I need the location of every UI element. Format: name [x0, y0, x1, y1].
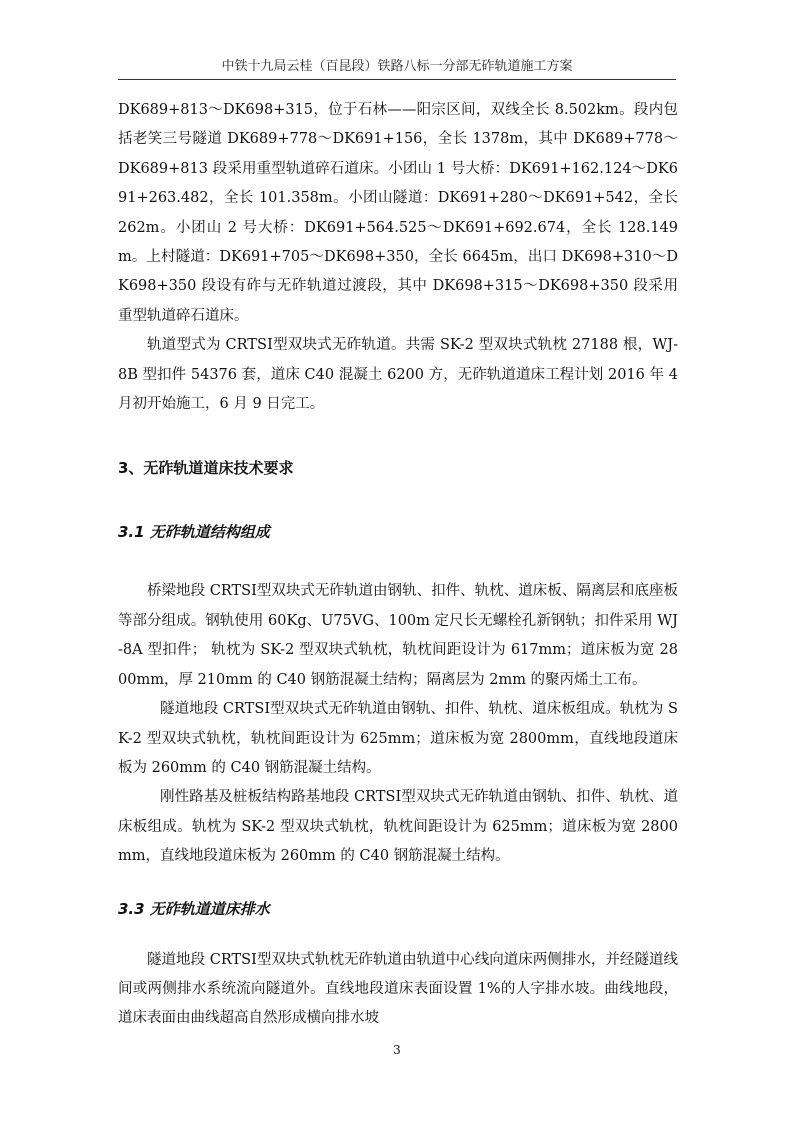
section-3-1-paragraph-3: 刚性路基及桩板结构路基地段 CRTSⅠ型双块式无砟轨道由钢轨、扣件、轨枕、道床板组成。轨枕为 SK-2 型双块式轨枕，轨枕间距设计为 625mm；道床板为宽 2800mm，直线地段道床板为 260mm 的 C40 钢筋混凝土结构。	[118, 789, 678, 865]
intro-paragraph-2: 轨道型式为 CRTSⅠ型双块式无砟轨道。共需 SK-2 型双块式轨枕 27188 根，WJ-8B 型扣件 54376 套，道床 C40 混凝土 6200 方，无砟轨道道床工程计划 2016 年 4 月初开始施工，6 月 9 日完工。	[118, 337, 678, 413]
page-header: 中铁十九局云桂（百昆段）铁路八标一分部无砟轨道施工方案	[118, 57, 676, 80]
section-3-heading: 3、无砟轨道道床技术要求	[118, 459, 294, 478]
section-3-1-paragraph-2: 隧道地段 CRTSⅠ型双块式无砟轨道由钢轨、扣件、轨枕、道床板组成。轨枕为 SK-2 型双块式轨枕，轨枕间距设计为 625mm；道床板为宽 2800mm，直线地段道床板为 260mm 的 C40 钢筋混凝土结构。	[118, 701, 678, 776]
intro-paragraph-1: DK689+813～DK698+315，位于石林——阳宗区间，双线全长 8.502km。段内包括老笑三号隧道 DK689+778～DK691+156，全长 1378m，其中 DK689+778～DK689+813 段采用重型轨道碎石道床。小团山 1 号大桥：DK691+162.124～DK691+263.482，全长 101.358m。小团山隧道：DK691+280～DK691+542，全长 262m。小团山 2 号大桥：DK691+564.525～DK691+692.674，全长 128.149m。上村隧道：DK691+705～DK698+350，全长 6645m，出口 DK698+310～DK698+350 段设有砟与无砟轨道过渡段，其中 DK698+315～DK698+350 段采用重型轨道碎石道床。	[118, 102, 678, 324]
page-number: 3	[393, 1043, 401, 1057]
section-3-1-paragraph-1: 桥梁地段 CRTSⅠ型双块式无砟轨道由钢轨、扣件、轨枕、道床板、隔离层和底座板等部分组成。钢轨使用 60Kg、U75VG、100m 定尺长无螺栓孔新钢轨；扣件采用 WJ-8A 型扣件； 轨枕为 SK-2 型双块式轨枕，轨枕间距设计为 617mm；道床板为宽 2800mm，厚 210mm 的 C40 钢筋混凝土结构；隔离层为 2mm 的聚丙烯土工布。	[118, 583, 678, 688]
document-body	[118, 96, 678, 1034]
section-3-1-heading: 3.1 无砟轨道结构组成	[118, 523, 270, 542]
section-3-3-paragraph-1: 隧道地段 CRTSⅠ型双块式轨枕无砟轨道由轨道中心线向道床两侧排水，并经隧道线间或两侧排水系统流向隧道外。直线地段道床表面设置 1%的人字排水坡。曲线地段，道床表面由曲线超高自然形成横向排水坡	[118, 951, 678, 1027]
section-3-3-heading: 3.3 无砟轨道道床排水	[118, 899, 270, 918]
